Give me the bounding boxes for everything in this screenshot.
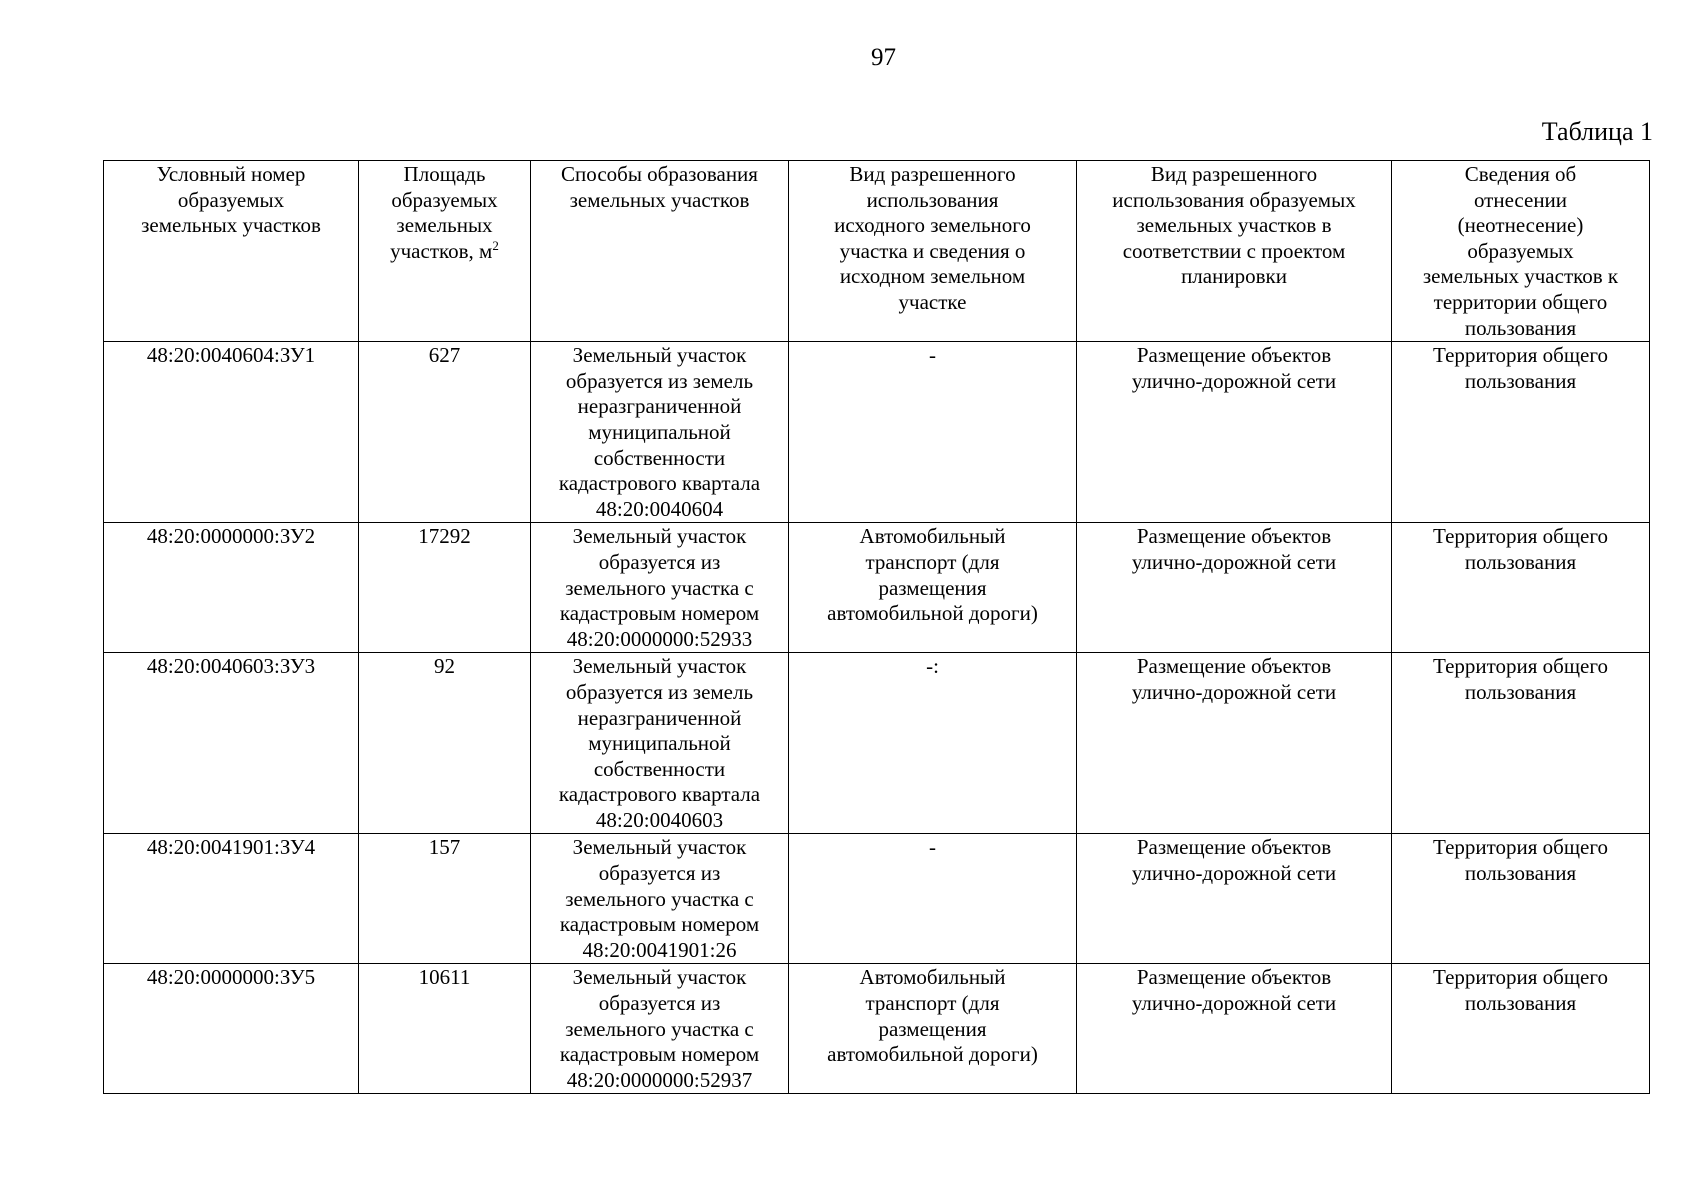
cell-formation-method: Земельный участок образуется из земель неразграниченной муниципальной собственности кадастрового квартала 48:20:0040604 — [531, 342, 789, 523]
table-row — [104, 964, 1650, 1094]
table-header-row — [104, 161, 1650, 342]
cell-source-use: - — [789, 834, 1077, 964]
header-source-use: Вид разрешенного использования исходного земельного участка и сведения о исходном земельном участке — [789, 161, 1077, 342]
table-caption: Таблица 1 — [1541, 117, 1653, 146]
cell-planned-use: Размещение объектов улично-дорожной сети — [1077, 342, 1392, 523]
land-plots-table — [103, 160, 1650, 1094]
cell-area: 92 — [359, 653, 531, 834]
cell-public-status: Территория общего пользования — [1392, 964, 1650, 1094]
header-public-status: Сведения об отнесении (неотнесение) образуемых земельных участков к территории общего пользования — [1392, 161, 1650, 342]
cell-area: 10611 — [359, 964, 531, 1094]
cell-source-use: Автомобильный транспорт (для размещения автомобильной дороги) — [789, 523, 1077, 653]
cell-formation-method: Земельный участок образуется из земельного участка с кадастровым номером 48:20:0000000:52933 — [531, 523, 789, 653]
cell-planned-use: Размещение объектов улично-дорожной сети — [1077, 964, 1392, 1094]
cell-plot-number: 48:20:0000000:ЗУ5 — [104, 964, 359, 1094]
header-plot-number: Условный номер образуемых земельных участков — [104, 161, 359, 342]
cell-area: 627 — [359, 342, 531, 523]
cell-planned-use: Размещение объектов улично-дорожной сети — [1077, 834, 1392, 964]
cell-planned-use: Размещение объектов улично-дорожной сети — [1077, 523, 1392, 653]
cell-source-use: - — [789, 342, 1077, 523]
cell-source-use: -: — [789, 653, 1077, 834]
cell-area: 17292 — [359, 523, 531, 653]
cell-formation-method: Земельный участок образуется из земельного участка с кадастровым номером 48:20:0041901:26 — [531, 834, 789, 964]
cell-public-status: Территория общего пользования — [1392, 523, 1650, 653]
header-area-label: Площадь образуемых земельных участков, м — [390, 162, 498, 263]
cell-public-status: Территория общего пользования — [1392, 653, 1650, 834]
cell-area: 157 — [359, 834, 531, 964]
cell-source-use: Автомобильный транспорт (для размещения автомобильной дороги) — [789, 964, 1077, 1094]
page-number: 97 — [871, 44, 896, 71]
table-row — [104, 834, 1650, 964]
table-row — [104, 653, 1650, 834]
header-formation-method: Способы образования земельных участков — [531, 161, 789, 342]
table-row — [104, 342, 1650, 523]
cell-plot-number: 48:20:0040603:ЗУ3 — [104, 653, 359, 834]
cell-plot-number: 48:20:0041901:ЗУ4 — [104, 834, 359, 964]
header-planned-use: Вид разрешенного использования образуемых земельных участков в соответствии с проектом планировки — [1077, 161, 1392, 342]
cell-formation-method: Земельный участок образуется из земель неразграниченной муниципальной собственности кадастрового квартала 48:20:0040603 — [531, 653, 789, 834]
header-area — [359, 161, 531, 342]
cell-public-status: Территория общего пользования — [1392, 342, 1650, 523]
cell-formation-method: Земельный участок образуется из земельного участка с кадастровым номером 48:20:0000000:52937 — [531, 964, 789, 1094]
table-row — [104, 523, 1650, 653]
cell-planned-use: Размещение объектов улично-дорожной сети — [1077, 653, 1392, 834]
header-area-superscript: 2 — [492, 237, 499, 253]
cell-plot-number: 48:20:0000000:ЗУ2 — [104, 523, 359, 653]
cell-plot-number: 48:20:0040604:ЗУ1 — [104, 342, 359, 523]
cell-public-status: Территория общего пользования — [1392, 834, 1650, 964]
